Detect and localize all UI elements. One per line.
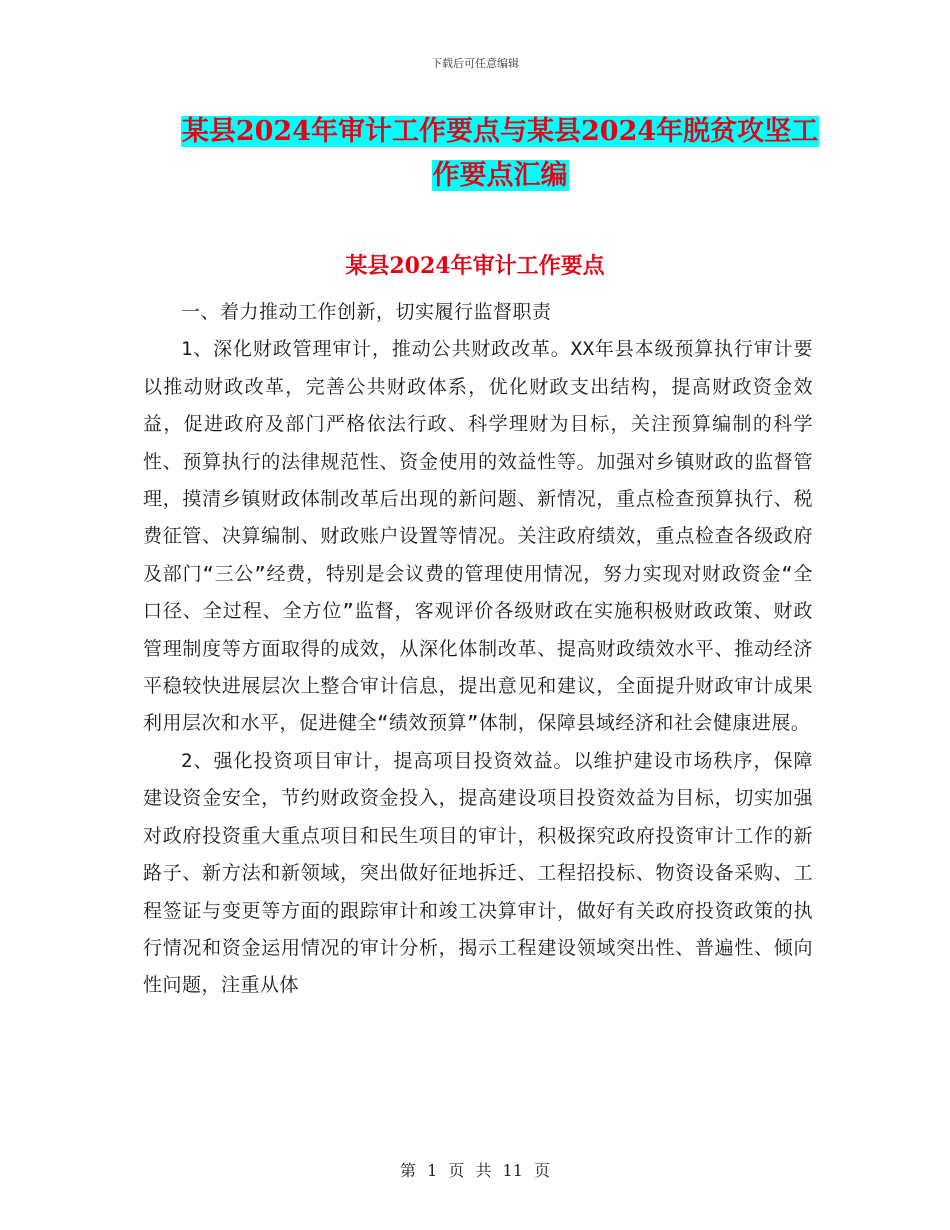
document-body <box>143 294 813 1005</box>
section-title: 某县2024年审计工作要点 <box>345 253 605 279</box>
document-title-line-1: 某县2024年审计工作要点与某县2024年脱贫攻坚工 <box>181 116 819 147</box>
document-title <box>140 110 860 198</box>
paragraph-item-1: 1、深化财政管理审计，推动公共财政改革。XX年县本级预算执行审计要以推动财政改革，完善公共财政体系，优化财政支出结构，提高财政资金效益，促进政府及部门严格依法行政、科学理财为目标，关注预算编制的科学性、预算执行的法律规范性、资金使用的效益性等。加强对乡镇财政的监督管理，摸清乡镇财政体制改革后出现的新问题、新情况，重点检查预算执行、税费征管、决算编制、财政账户设置等情况。关注政府绩效，重点检查各级政府及部门“三公”经费，特别是会议费的管理使用情况，努力实现对财政资金“全口径、全过程、全方位”监督，客观评价各级财政在实施积极财政政策、财政管理制度等方面取得的成效，从深化体制改革、提高财政绩效水平、推动经济平稳较快进展层次上整合审计信息，提出意见和建议，全面提升财政审计成果利用层次和水平，促进健全“绩效预算”体制，保障县域经济和社会健康进展。 <box>143 338 813 735</box>
page-footer: 第 1 页 共 11 页 <box>400 1161 550 1180</box>
document-title-line-2: 作要点汇编 <box>432 160 568 191</box>
paragraph-item-2: 2、强化投资项目审计，提高项目投资效益。以维护建设市场秩序，保障建设资金安全，节约财政资金投入，提高建设项目投资效益为目标，切实加强对政府投资重大重点项目和民生项目的审计，积极探究政府投资审计工作的新路子、新方法和新领域，突出做好征地拆迁、工程招投标、物资设备采购、工程签证与变更等方面的跟踪审计和竣工决算审计，做好有关政府投资政策的执行情况和资金运用情况的审计分析，揭示工程建设领域突出性、普遍性、倾向性问题，注重从体 <box>143 749 813 997</box>
page-header-note: 下载后可任意编辑 <box>431 57 519 70</box>
paragraph-heading-1: 一、着力推动工作创新，切实履行监督职责 <box>181 301 552 323</box>
